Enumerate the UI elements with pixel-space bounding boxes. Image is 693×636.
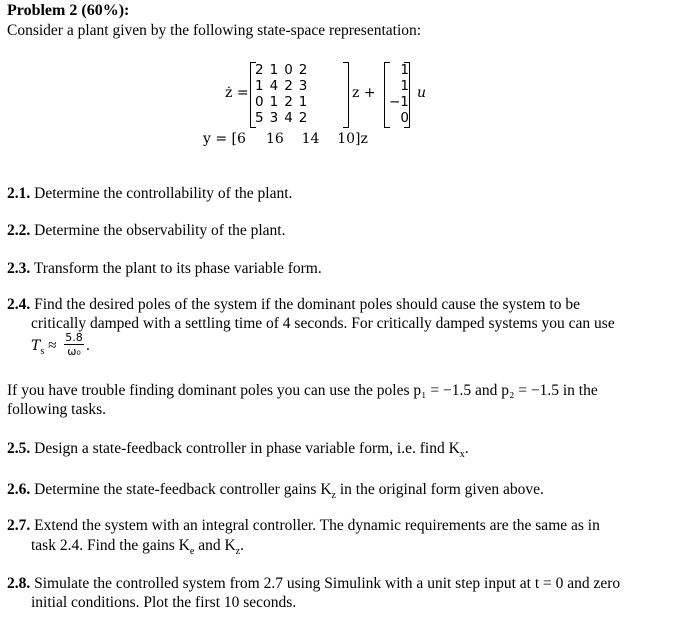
task-2-3: 2.3. Transform the plant to its phase variable form. (7, 260, 322, 277)
task-2-8-continued: initial conditions. Plot the first 10 seconds. (31, 594, 297, 611)
note-line-1: If you have trouble finding dominant poles you can use the poles p₁ = −1.5 and p₂ = −1.5 in the (7, 382, 598, 399)
output-c-matrix: 16 14 10]z (266, 131, 368, 147)
matrix-b: 1 1 −1 0 (389, 62, 409, 126)
task-2-2: 2.2. Determine the observability of the plant. (7, 222, 286, 239)
problem-title: Problem 2 (60%): (7, 2, 130, 19)
problem-intro: Consider a plant given by the following state-space representation: (7, 22, 422, 39)
formula-period: . (86, 337, 90, 354)
task-2-5: 2.5. Design a state-feedback controller in phase variable form, i.e. find $K_x$. (7, 440, 469, 461)
input-u: u (417, 85, 427, 101)
task-2-7-continued: task 2.4. Find the gains $K_e$ and $K_z$. (31, 537, 244, 558)
task-2-1: 2.1. Determine the controllability of the plant. (7, 185, 293, 202)
task-2-4: 2.4. Find the desired poles of the system if the dominant poles should cause the system to be (7, 296, 580, 313)
task-2-6: 2.6. Determine the state-feedback controller gains $K_z$ in the original form given above. (7, 481, 544, 502)
task-2-4-continued: critically damped with a settling time of 4 seconds. For critically damped systems you can use (31, 315, 615, 332)
matrix-a: 2 1 0 2 1 4 2 3 0 1 2 1 5 3 4 2 (255, 62, 308, 126)
z-plus: z + (352, 85, 376, 101)
state-lhs: ż = (225, 85, 249, 101)
settling-time-formula: $T_s$ ≈ (31, 337, 57, 358)
output-lhs: y = [6 (203, 131, 246, 147)
note-line-2: following tasks. (7, 401, 107, 418)
matrix-b-right-bracket (404, 62, 410, 128)
task-2-7: 2.7. Extend the system with an integral controller. The dynamic requirements are the same as in (7, 517, 600, 534)
matrix-a-right-bracket (343, 62, 349, 128)
settling-time-fraction: $\frac{5.8}{\text{ω₀}}$ (65, 331, 83, 358)
task-2-8: 2.8. Simulate the controlled system from 2.7 using Simulink with a unit step input at t = 0 and zero (7, 575, 621, 592)
